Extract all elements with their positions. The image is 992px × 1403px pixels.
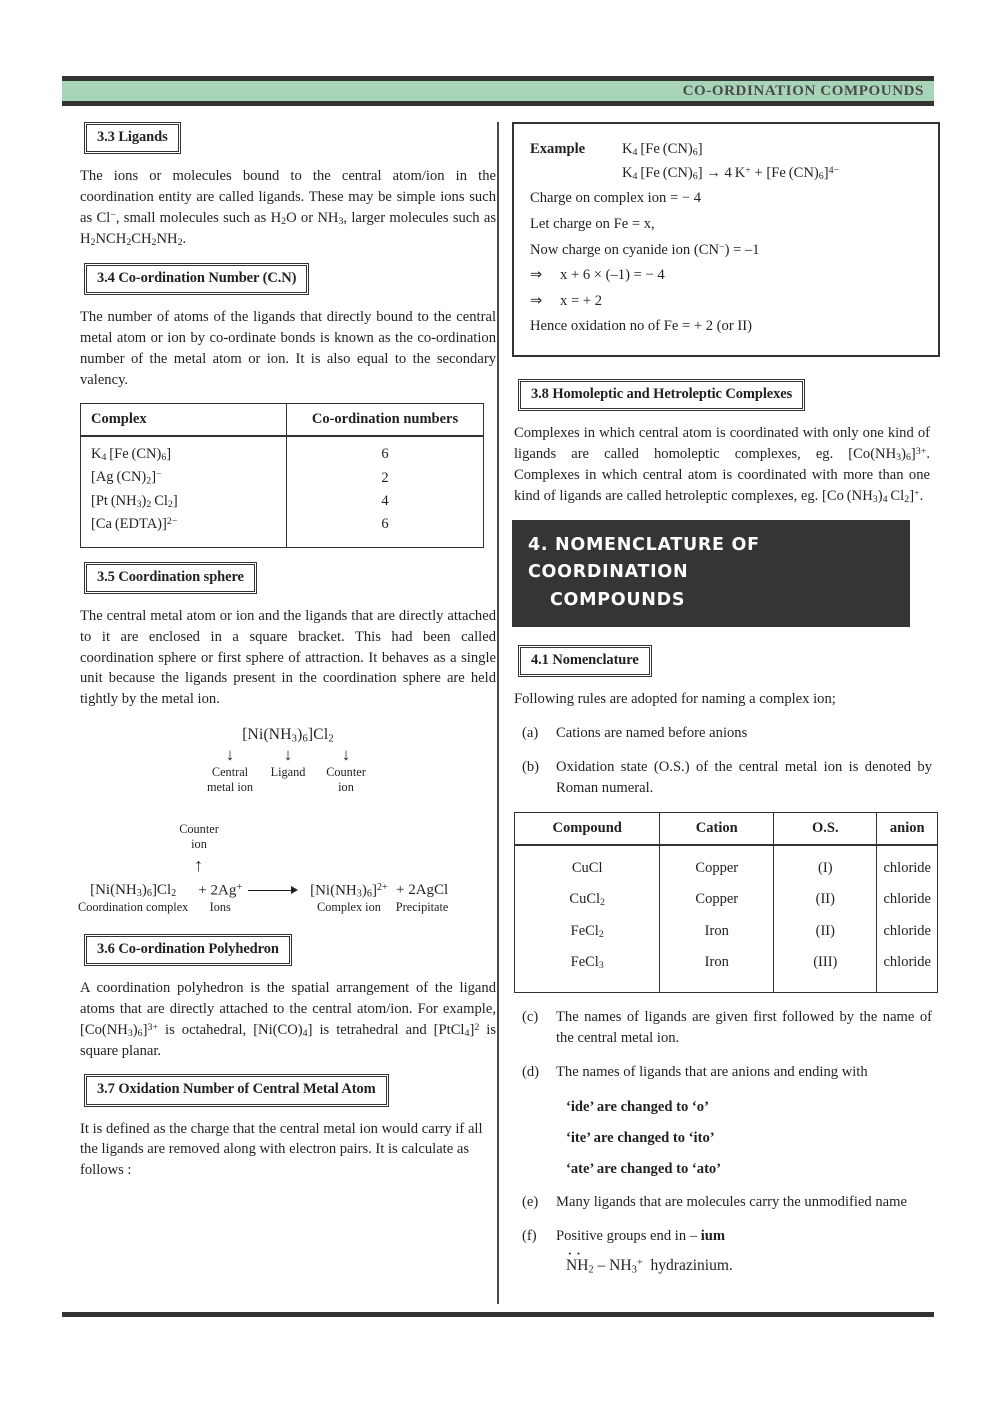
diagram-formula: $[Ni(NH_3)_6]Cl_2$: [242, 725, 334, 745]
th-coordination-numbers: Co-ordination numbers: [287, 404, 484, 437]
list-item: [514, 1062, 932, 1083]
table-row: [81, 466, 484, 489]
section-3-5-paragraph: The central metal atom or ion and the ligands that are directly attached to it are enclosed in a square bracket. This had been called coordination sphere or first sphere of attraction. It behaves as a single unit because the ligands present in the coordination sphere are held tightly by the metal ion.: [80, 608, 496, 708]
suffix-rule-ite: ‘ite’ are changed to ‘ito’: [566, 1130, 715, 1147]
implies-icon: ⇒: [530, 267, 543, 284]
th-oxidation-state: O.S.: [774, 813, 877, 846]
cell-compound: FeCl$_2$: [515, 916, 660, 947]
section-3-8-paragraph: Complexes in which central atom is coordinated with only one kind of ligands are called homoleptic complexes, eg. $[Co(NH_3)_6]^{3+}$. Complexes in which central atom is coordinated with more than one kind of ligands are called hetroleptic complexes, eg. [Co $(NH_3)_4$ $Cl_2]^+$.: [514, 425, 930, 506]
suffix-rule-ide: ‘ide’ are changed to ‘o’: [566, 1099, 709, 1116]
list-item-text: The names of ligands are given first followed by the name of the central metal ion.: [556, 1008, 932, 1046]
example-line-1: $K_4$ [Fe $(CN)_6$]: [622, 141, 703, 159]
cell-anion: chloride: [877, 947, 938, 992]
example-line-8: Hence oxidation no of Fe = + 2 (or II): [530, 318, 752, 335]
list-item-text: Oxidation state (O.S.) of the central metal ion is denoted by Roman numeral.: [556, 758, 932, 796]
example-line-5: Now charge on cyanide ion (CN−) = –1: [530, 241, 760, 258]
list-item: [514, 1007, 932, 1049]
section-heading-3-8: 3.8 Homoleptic and Hetroleptic Complexes: [518, 379, 805, 411]
chapter-heading-line-1: 4. NOMENCLATURE OF COORDINATION: [528, 535, 760, 583]
table-row: [515, 845, 938, 884]
down-arrow-icon: ↓: [283, 745, 293, 765]
cell-compound: CuCl: [515, 845, 660, 884]
diagram-label-row: [78, 765, 498, 796]
example-line-6: ⇒ x + 6 × (–1) = − 4: [530, 264, 922, 288]
example-first-row: [530, 138, 922, 162]
table-row: [515, 916, 938, 947]
cell-cation: Iron: [660, 916, 774, 947]
example-line-7: ⇒ x = + 2: [530, 290, 922, 314]
example-line-2: $K_4$ [Fe $(CN)_6] \to 4$ K+ + [Fe $(CN)_6]^{4-}$: [622, 164, 840, 182]
cell-os: (II): [774, 884, 877, 915]
coordination-number-table-body: [81, 436, 484, 547]
table-row: [81, 490, 484, 513]
cell-cation: Copper: [660, 845, 774, 884]
left-column: [78, 122, 498, 1194]
nomenclature-table: [514, 812, 938, 993]
page-header-band: [62, 76, 934, 106]
down-arrow-icon: ↓: [225, 745, 235, 765]
reaction-reactant-2: + 2Ag+ Ions: [198, 881, 243, 915]
down-arrow-icon: ↓: [341, 745, 351, 765]
section-heading-3-5: 3.5 Coordination sphere: [84, 562, 257, 594]
section-4-1-intro: Following rules are adopted for naming a complex ion;: [514, 690, 836, 707]
reaction-equation: [78, 882, 498, 916]
nomenclature-rules-list: [514, 723, 932, 1276]
cell-number: 6: [287, 436, 484, 466]
table-row: [81, 513, 484, 548]
coordination-number-table: [80, 403, 484, 548]
cell-anion: chloride: [877, 884, 938, 915]
cell-os: (II): [774, 916, 877, 947]
section-heading-3-6: 3.6 Co-ordination Polyhedron: [84, 934, 292, 966]
right-column: [512, 122, 932, 1276]
reaction-diagram: [78, 822, 498, 926]
section-heading-4-1: 4.1 Nomenclature: [518, 645, 652, 677]
th-complex: Complex: [81, 404, 287, 437]
cell-compound: FeCl$_3$: [515, 947, 660, 992]
list-item: [514, 757, 932, 799]
chapter-heading-line-2: COMPOUNDS: [550, 589, 686, 610]
nomenclature-table-body: [515, 845, 938, 992]
implies-icon: ⇒: [530, 292, 543, 309]
reaction-reactant-1: $[Ni(NH_3)_6]Cl_2$ Coordination complex: [78, 881, 189, 915]
reaction-counter-ion-label: Counter ion: [179, 821, 219, 852]
list-item-marker: (a): [522, 724, 539, 741]
table-header-row: [81, 404, 484, 437]
cell-anion: chloride: [877, 845, 938, 884]
cell-cation: Iron: [660, 947, 774, 992]
diagram-label-central-metal-ion: Central metal ion: [206, 765, 254, 795]
coordination-sphere-diagram: [78, 726, 498, 796]
cell-complex: [Ca (EDTA)]$^{2-}$: [81, 513, 287, 548]
cell-os: (III): [774, 947, 877, 992]
diagram-label-ligand: Ligand: [270, 765, 306, 780]
list-item-text: The names of ligands that are anions and ending with: [556, 1063, 868, 1080]
list-item-text: Positive groups end in – ium: [556, 1228, 726, 1245]
th-cation: Cation: [660, 813, 774, 846]
list-item-marker: (d): [522, 1063, 540, 1080]
list-item-text: Many ligands that are molecules carry the unmodified name: [556, 1194, 907, 1211]
page-header-title: CO-ORDINATION COMPOUNDS: [682, 82, 924, 99]
page-bottom-rule: [62, 1312, 934, 1317]
section-heading-3-4: 3.4 Co-ordination Number (C.N): [84, 263, 309, 295]
reaction-product-2: + 2AgCl Precipitate: [395, 881, 449, 914]
cell-number: 2: [287, 466, 484, 489]
list-item-marker: (c): [522, 1008, 539, 1025]
section-3-6-paragraph: A coordination polyhedron is the spatial arrangement of the ligand atoms that are directly attached to the central atom/ion. For example, $[Co(NH_3)_6]^{3+}$ is octahedral, $[Ni(CO)_4]$ is tetrahedral and [PtCl$_4$]$^2$ is square planar.: [80, 980, 496, 1059]
th-compound: Compound: [515, 813, 660, 846]
diagram-label-counter-ion: Counter ion: [326, 765, 366, 795]
section-heading-3-3: 3.3 Ligands: [84, 122, 181, 154]
diagram-arrow-row: [78, 746, 498, 763]
section-3-4-paragraph: The number of atoms of the ligands that directly bound to the central metal atom or ion by co-ordinate bonds is known as the co-ordination number of the metal atom or ion. It is also equal to the secondary valency.: [80, 309, 496, 388]
cell-number: 4: [287, 490, 484, 513]
list-item: [514, 1192, 932, 1213]
example-label: Example: [530, 141, 586, 157]
cell-compound: CuCl$_2$: [515, 884, 660, 915]
cell-complex: [Pt $(NH_3)_2$ $Cl_2$]: [81, 490, 287, 513]
cell-complex: $K_4$ [Fe $(CN)_6$]: [81, 436, 287, 466]
table-row: [515, 947, 938, 992]
table-row: [81, 436, 484, 466]
example-box: [512, 122, 940, 357]
reaction-product-1: $[Ni(NH_3)_6]^{2+}$ Complex ion: [310, 881, 388, 915]
suffix-rule-ate: ‘ate’ are changed to ‘ato’: [566, 1161, 722, 1178]
cell-complex: [Ag $(CN)_2]^-$: [81, 466, 287, 489]
list-item-marker: (f): [522, 1228, 537, 1245]
section-3-3-paragraph: The ions or molecules bound to the central atom/ion in the coordination entity are called ligands. These may be simple ions such as Cl−, small molecules such as $H_2O$ or $NH_3$, larger molecules such as $H_2NCH_2CH_2NH_2$.: [80, 168, 497, 249]
up-arrow-icon: ↑: [194, 854, 203, 875]
cell-cation: Copper: [660, 884, 774, 915]
table-header-row: [515, 813, 938, 846]
section-heading-3-7: 3.7 Oxidation Number of Central Metal Atom: [84, 1074, 389, 1106]
cell-anion: chloride: [877, 916, 938, 947]
list-item-marker: (e): [522, 1194, 539, 1211]
hydrazinium-formula: ·· $NH_2 - NH_3^+$ hydrazinium.: [566, 1257, 932, 1275]
th-anion: anion: [877, 813, 938, 846]
list-item: [514, 723, 932, 744]
table-row: [515, 884, 938, 915]
cell-os: (I): [774, 845, 877, 884]
example-line-3: Charge on complex ion = − 4: [530, 190, 702, 207]
cell-number: 6: [287, 513, 484, 548]
list-item-text: Cations are named before anions: [556, 724, 748, 741]
section-3-7-paragraph: It is defined as the charge that the central metal ion would carry if all the ligands are removed along with electron pairs. It is calculate as follows :: [80, 1120, 483, 1179]
chapter-heading-4: [512, 520, 910, 626]
example-line-4: Let charge on Fe = x,: [530, 215, 655, 232]
list-item-marker: (b): [522, 758, 540, 775]
